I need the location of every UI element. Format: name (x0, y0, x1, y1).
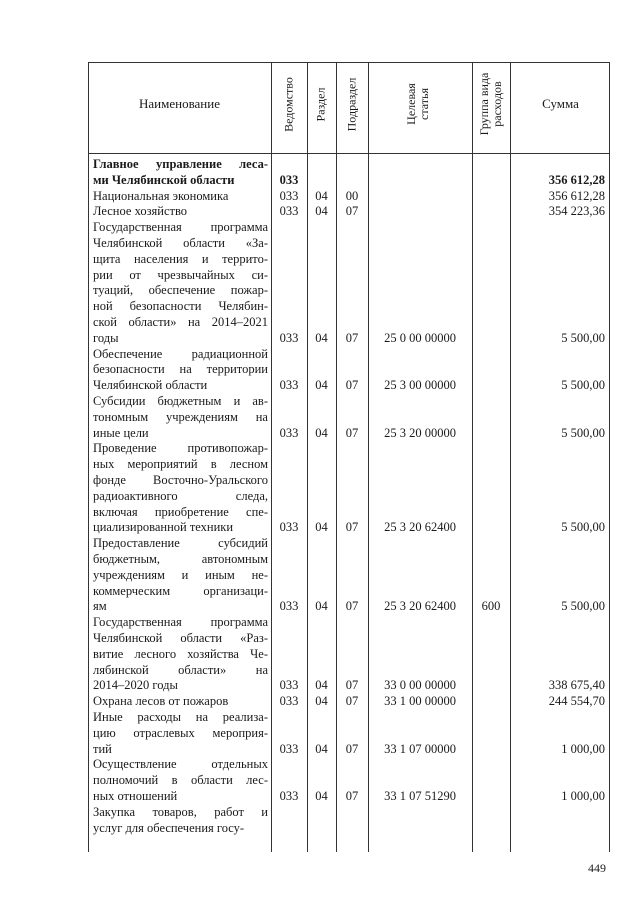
table-row (88, 536, 609, 615)
row-name-line: ской области» на 2014–2021 (93, 314, 268, 329)
table-row (88, 220, 609, 346)
page-number: 449 (588, 861, 606, 875)
row-name-line: циализированной техники (93, 520, 234, 535)
table-row (88, 757, 609, 804)
row-name-line: витие лесного хозяйства Че- (93, 646, 268, 661)
row-name (93, 220, 268, 346)
row-vedomstvo: 033 (279, 425, 299, 440)
table-row (88, 157, 609, 189)
row-razdel: 04 (315, 599, 328, 614)
row-name-line: учреждениям и иным не- (93, 567, 268, 582)
row-name-line: ям (93, 599, 107, 614)
row-name-line: бюджетным, автономным (93, 551, 268, 566)
row-summa: 354 223,36 (548, 204, 605, 219)
table-row (88, 394, 609, 441)
row-summa: 356 612,28 (548, 188, 605, 203)
row-name-line: Охрана лесов от пожаров (93, 694, 229, 709)
row-name (93, 204, 268, 220)
row-vedomstvo: 033 (279, 204, 299, 219)
table-row (88, 805, 609, 837)
row-name-line: Челябинской области «Раз- (93, 630, 268, 645)
row-name (93, 347, 268, 394)
row-name-line: радиоактивного следа, (93, 488, 268, 503)
row-celevaya: 25 0 00 00000 (384, 330, 456, 345)
row-summa: 5 500,00 (561, 330, 605, 345)
row-name-line: Осуществление отдельных (93, 757, 268, 772)
row-summa: 244 554,70 (548, 694, 605, 709)
row-name-line: Закупка товаров, работ и (93, 804, 268, 819)
header-celevaya (405, 59, 431, 149)
header-podrazdel: Подраздел (344, 77, 359, 132)
row-name (93, 536, 268, 615)
row-podrazdel: 07 (345, 599, 359, 614)
row-name-line: лябинской области» на (93, 662, 268, 677)
row-name-line: полномочий в области лес- (93, 773, 268, 788)
row-vedomstvo: 033 (279, 599, 299, 614)
row-razdel: 04 (315, 694, 328, 709)
row-vedomstvo: 033 (279, 741, 299, 756)
row-celevaya: 33 1 07 00000 (384, 741, 456, 756)
column-border (609, 62, 610, 852)
row-name-line: коммерческим организаци- (93, 583, 268, 598)
row-vedomstvo: 033 (279, 330, 299, 345)
row-razdel: 04 (315, 788, 328, 803)
table-row (88, 615, 609, 694)
row-name-line: Проведение противопожар- (93, 441, 268, 456)
header-vedomstvo: Ведомство (281, 77, 296, 132)
row-razdel: 04 (315, 378, 328, 393)
row-summa: 5 500,00 (561, 599, 605, 614)
row-podrazdel: 00 (345, 188, 359, 203)
row-vedomstvo: 033 (279, 694, 299, 709)
row-vedomstvo: 033 (279, 172, 299, 187)
row-name-line: Субсидии бюджетным и ав- (93, 394, 268, 408)
row-podrazdel: 07 (345, 788, 359, 803)
row-podrazdel: 07 (345, 678, 359, 693)
header-celevaya-line2: статья (417, 88, 431, 120)
header-gruppa-line1: Группа вида (477, 72, 491, 136)
table-row (88, 189, 609, 205)
row-name (93, 189, 268, 205)
table-row (88, 441, 609, 536)
row-razdel: 04 (315, 425, 328, 440)
row-name (93, 441, 268, 536)
row-name-line: тий (93, 741, 112, 756)
row-razdel: 04 (315, 741, 328, 756)
row-razdel: 04 (315, 520, 328, 535)
row-name (93, 157, 268, 189)
row-name-line: ной безопасности Челябин- (93, 299, 268, 314)
row-name-line: годы (93, 330, 119, 345)
row-name (93, 694, 268, 710)
table-row (88, 694, 609, 710)
row-podrazdel: 07 (345, 378, 359, 393)
row-name-line: включая приобретение спе- (93, 504, 268, 519)
row-vedomstvo: 033 (279, 188, 299, 203)
row-name-line: фонде Восточно-Уральского (93, 472, 268, 487)
row-summa: 356 612,28 (548, 172, 605, 187)
header-razdel: Раздел (313, 87, 328, 122)
row-summa: 1 000,00 (561, 788, 605, 803)
row-name-line: услуг для обеспечения госу- (93, 820, 245, 835)
row-podrazdel: 07 (345, 741, 359, 756)
row-podrazdel: 07 (345, 425, 359, 440)
row-celevaya: 33 1 00 00000 (384, 694, 456, 709)
row-name-line: Иные расходы на реализа- (93, 710, 268, 724)
header-bottom-border (88, 153, 609, 154)
row-name-line: Государственная программа (93, 615, 268, 630)
row-summa: 338 675,40 (548, 678, 605, 693)
table-row (88, 347, 609, 394)
row-celevaya: 25 3 20 62400 (384, 599, 456, 614)
row-vedomstvo: 033 (279, 678, 299, 693)
row-name-line: щита населения и террито- (93, 251, 268, 266)
row-name-line: Предоставление субсидий (93, 536, 268, 551)
row-celevaya: 25 3 00 00000 (384, 378, 456, 393)
row-razdel: 04 (315, 188, 328, 203)
row-podrazdel: 07 (345, 330, 359, 345)
row-vedomstvo: 033 (279, 520, 299, 535)
header-name: Наименование (139, 96, 220, 111)
row-name-line: рии от чрезвычайных си- (93, 267, 268, 282)
row-razdel: 04 (315, 678, 328, 693)
row-name (93, 615, 268, 694)
header-summa: Сумма (542, 96, 579, 111)
row-name-line: Обеспечение радиационной (93, 346, 268, 361)
row-celevaya: 25 3 20 62400 (384, 520, 456, 535)
row-podrazdel: 07 (345, 520, 359, 535)
header-gruppa (478, 59, 504, 149)
row-name (93, 757, 268, 804)
table-row (88, 204, 609, 220)
row-name-line: Лесное хозяйство (93, 204, 188, 219)
row-name-line: Главное управление леса- (93, 157, 268, 171)
row-razdel: 04 (315, 330, 328, 345)
row-name-line: Государственная программа (93, 220, 268, 235)
row-name-line: безопасности на территории (93, 362, 268, 377)
header-celevaya-line1: Целевая (404, 83, 418, 125)
row-celevaya: 33 1 07 51290 (384, 788, 456, 803)
row-name-line: туаций, обеспечение пожар- (93, 283, 268, 298)
row-summa: 1 000,00 (561, 741, 605, 756)
row-podrazdel: 07 (345, 204, 359, 219)
table-row (88, 710, 609, 757)
row-celevaya: 25 3 20 00000 (384, 425, 456, 440)
row-name-line: ных мероприятий в лесном (93, 457, 268, 472)
row-vedomstvo: 033 (279, 378, 299, 393)
row-summa: 5 500,00 (561, 520, 605, 535)
row-name (93, 710, 268, 757)
row-summa: 5 500,00 (561, 425, 605, 440)
row-name-line: иные цели (93, 425, 149, 440)
row-name-line: 2014–2020 годы (93, 678, 178, 693)
row-gruppa: 600 (481, 599, 501, 614)
row-name-line: Челябинской области (93, 378, 208, 393)
row-vedomstvo: 033 (279, 788, 299, 803)
row-summa: 5 500,00 (561, 378, 605, 393)
row-name-line: цию отраслевых мероприя- (93, 725, 268, 740)
row-name-line: ми Челябинской области (93, 172, 235, 187)
row-name-line: ных отношений (93, 788, 178, 803)
row-celevaya: 33 0 00 00000 (384, 678, 456, 693)
row-name (93, 805, 268, 837)
row-podrazdel: 07 (345, 694, 359, 709)
row-razdel: 04 (315, 204, 328, 219)
header-gruppa-line2: расходов (490, 81, 504, 127)
row-name-line: Национальная экономика (93, 188, 229, 203)
row-name-line: тономным учреждениям на (93, 409, 268, 424)
row-name (93, 394, 268, 441)
row-name-line: Челябинской области «За- (93, 235, 268, 250)
